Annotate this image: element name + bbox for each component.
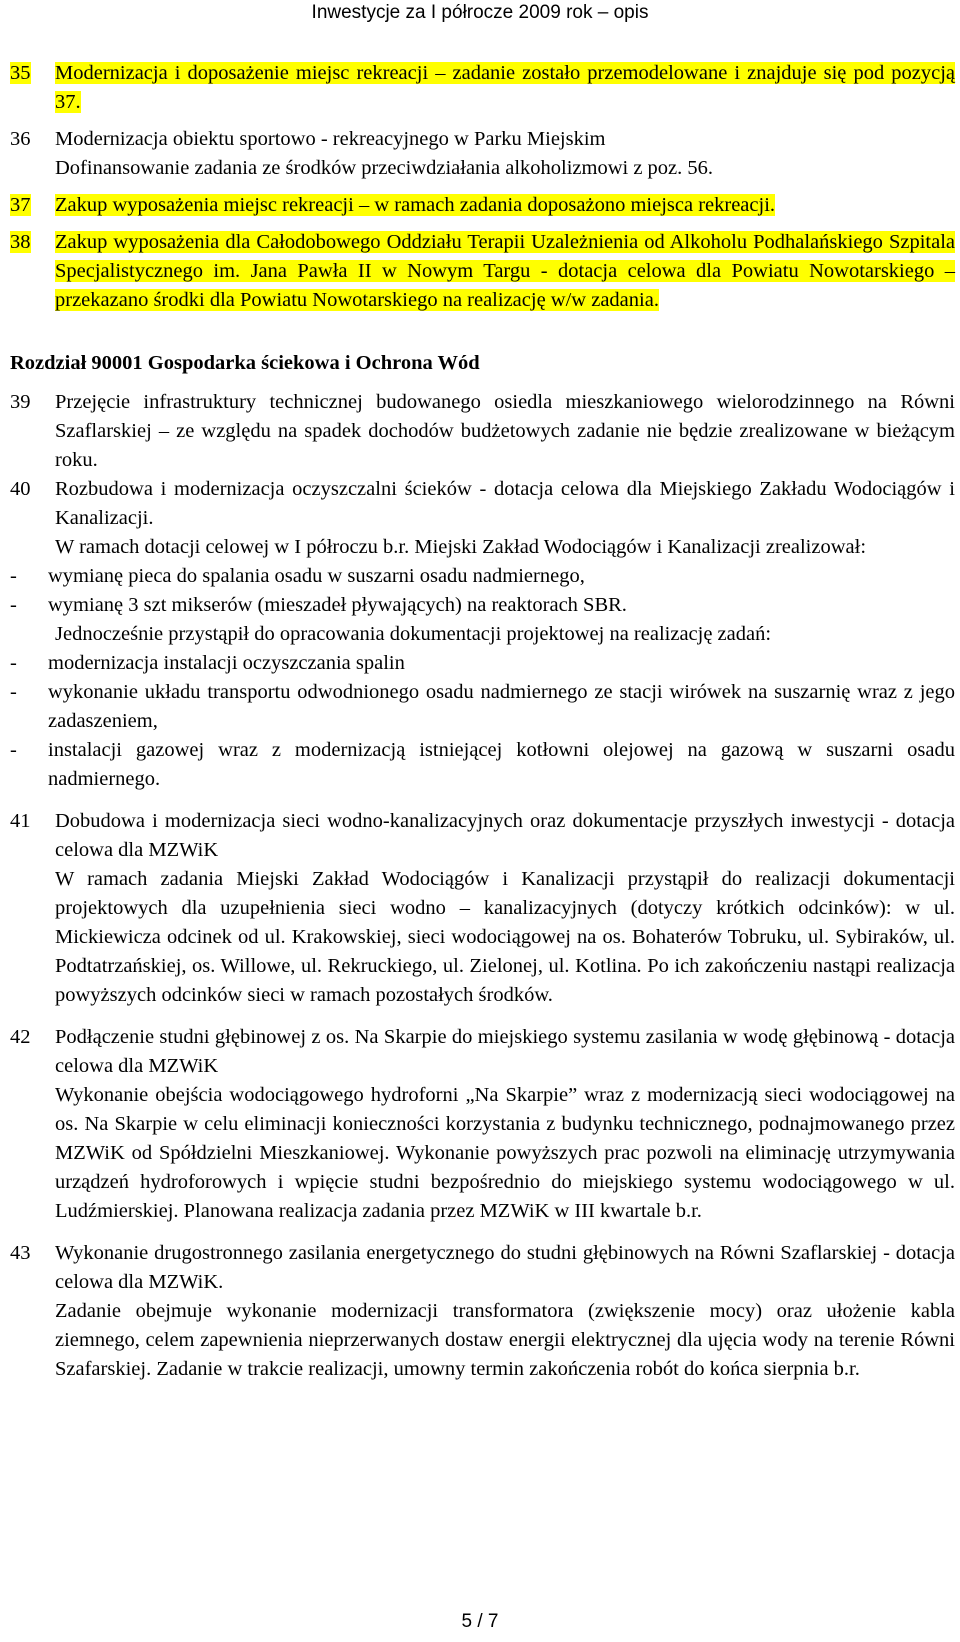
item-title: Podłączenie studni głębinowej z os. Na Skarpie do miejskiego systemu zasilania w wodę głębinową - dotacja celowa dla MZWiK	[55, 1026, 955, 1077]
list-item-text: wymianę pieca do spalania osadu w suszarni osadu nadmiernego,	[48, 565, 585, 587]
item-38	[10, 228, 955, 315]
item-40	[10, 475, 955, 562]
item-paragraph: W ramach zadania Miejski Zakład Wodociągów i Kanalizacji przystąpił do realizacji dokumentacji projektowych dla uzupełnienia sieci wodno – kanalizacyjnych (dotyczy krótkich odcinków): w ul. Mickiewicza odcinek od ul. Krakowskiej, sieci wodociągowej na os. Bohaterów Tobruku, ul. Sybiraków, ul. Podtatrzańskiej, os. Willowe, ul. Rekruckiego, ul. Zielonej, ul. Kotlina. Po ich zakończeniu nastąpi realizacja powyższych odcinków sieci w ramach pozostałych środków.	[55, 868, 955, 1006]
item-text: Zakup wyposażenia dla Całodobowego Oddziału Terapii Uzależnienia od Alkoholu Podhalańskiego Szpitala Specjalistycznego im. Jana Pawła II w Nowym Targu - dotacja celowa dla Powiatu Nowotarskiego – przekazano środki dla Powiatu Nowotarskiego na realizację w/w zadania.	[55, 231, 955, 311]
item-35	[10, 59, 955, 117]
item-number: 36	[10, 128, 31, 150]
list-item	[10, 649, 955, 678]
item-number: 43	[10, 1242, 31, 1264]
list-item	[10, 736, 955, 794]
list-item-text: modernizacja instalacji oczyszczania spalin	[48, 652, 405, 674]
item-43	[10, 1239, 955, 1384]
list-dash: -	[10, 739, 17, 761]
section-heading: Rozdział 90001 Gospodarka ściekowa i Ochrona Wód	[10, 352, 480, 374]
item-number: 42	[10, 1026, 31, 1048]
item-text: Przejęcie infrastruktury technicznej budowanego osiedla mieszkaniowego wielorodzinnego na Równi Szaflarskiej – ze względu na spadek dochodów budżetowych zadanie nie będzie zrealizowane w bieżącym roku.	[55, 391, 955, 471]
item-37	[10, 191, 955, 220]
item-title: Dobudowa i modernizacja sieci wodno-kanalizacyjnych oraz dokumentacje przyszłych inwestycji - dotacja celowa dla MZWiK	[55, 810, 955, 861]
item-42	[10, 1023, 955, 1226]
item-paragraph: Jednocześnie przystąpił do opracowania dokumentacji projektowej na realizację zadań:	[55, 623, 772, 645]
page-number: 5 / 7	[461, 1611, 499, 1632]
item-description: Dofinansowanie zadania ze środków przeciwdziałania alkoholizmowi z poz. 56.	[55, 157, 714, 179]
list-dash: -	[10, 565, 17, 587]
list-item-text: wykonanie układu transportu odwodnionego osadu nadmiernego ze stacji wirówek na suszarnię wraz z jego zadaszeniem,	[48, 681, 955, 732]
item-title: Modernizacja obiektu sportowo - rekreacyjnego w Parku Miejskim	[55, 128, 606, 150]
list-item	[10, 678, 955, 736]
item-number: 41	[10, 810, 31, 832]
list-dash: -	[10, 652, 17, 674]
item-41	[10, 807, 955, 1010]
item-text: Zakup wyposażenia miejsc rekreacji – w ramach zadania doposażono miejsca rekreacji.	[55, 194, 776, 216]
list-item	[10, 562, 955, 591]
item-36	[10, 125, 955, 183]
list-dash: -	[10, 594, 17, 616]
item-paragraph: W ramach dotacji celowej w I półroczu b.r. Miejski Zakład Wodociągów i Kanalizacji zrealizował:	[55, 536, 867, 558]
page-header: Inwestycje za I półrocze 2009 rok – opis	[311, 2, 649, 23]
item-paragraph: Zadanie obejmuje wykonanie modernizacji transformatora (zwiększenie mocy) oraz ułożenie kabla ziemnego, celem zapewnienia nieprzerwanych dostaw energii elektrycznej dla ujęcia wody na terenie Równi Szafarskiej. Zadanie w trakcie realizacji, umowny termin zakończenia robót do końca sierpnia b.r.	[55, 1300, 955, 1380]
list-item-text: instalacji gazowej wraz z modernizacją istniejącej kotłowni olejowej na gazową w suszarni osadu nadmiernego.	[48, 739, 955, 790]
list-item-text: wymianę 3 szt mikserów (mieszadeł pływających) na reaktorach SBR.	[48, 594, 627, 616]
item-number: 35	[10, 62, 31, 84]
list-item	[10, 591, 955, 620]
item-number: 38	[10, 231, 31, 253]
item-number: 40	[10, 478, 31, 500]
item-39	[10, 388, 955, 475]
item-paragraph: Wykonanie obejścia wodociągowego hydroforni „Na Skarpie” wraz z modernizacją sieci wodociągowej na os. Na Skarpie w celu eliminacji konieczności korzystania z budynku technicznego, podnajmowanego przez MZWiK od Spółdzielni Mieszkaniowej. Wykonanie powyższych prac pozwoli na eliminację utrzymywania urządzeń hydroforowych i wpięcie studni bezpośrednio do miejskiego systemu wodociągowego w ul. Ludźmierskiej. Planowana realizacja zadania przez MZWiK w III kwartale b.r.	[55, 1084, 955, 1222]
item-number: 39	[10, 391, 31, 413]
item-title: Wykonanie drugostronnego zasilania energetycznego do studni głębinowych na Równi Szaflarskiej - dotacja celowa dla MZWiK.	[55, 1242, 955, 1293]
item-number: 37	[10, 194, 31, 216]
item-title: Rozbudowa i modernizacja oczyszczalni ścieków - dotacja celowa dla Miejskiego Zakładu Wodociągów i Kanalizacji.	[55, 478, 955, 529]
item-40-continuation	[10, 620, 955, 649]
list-dash: -	[10, 681, 17, 703]
item-text: Modernizacja i doposażenie miejsc rekreacji – zadanie zostało przemodelowane i znajduje się pod pozycją 37.	[55, 62, 955, 113]
document-body	[10, 59, 955, 1384]
